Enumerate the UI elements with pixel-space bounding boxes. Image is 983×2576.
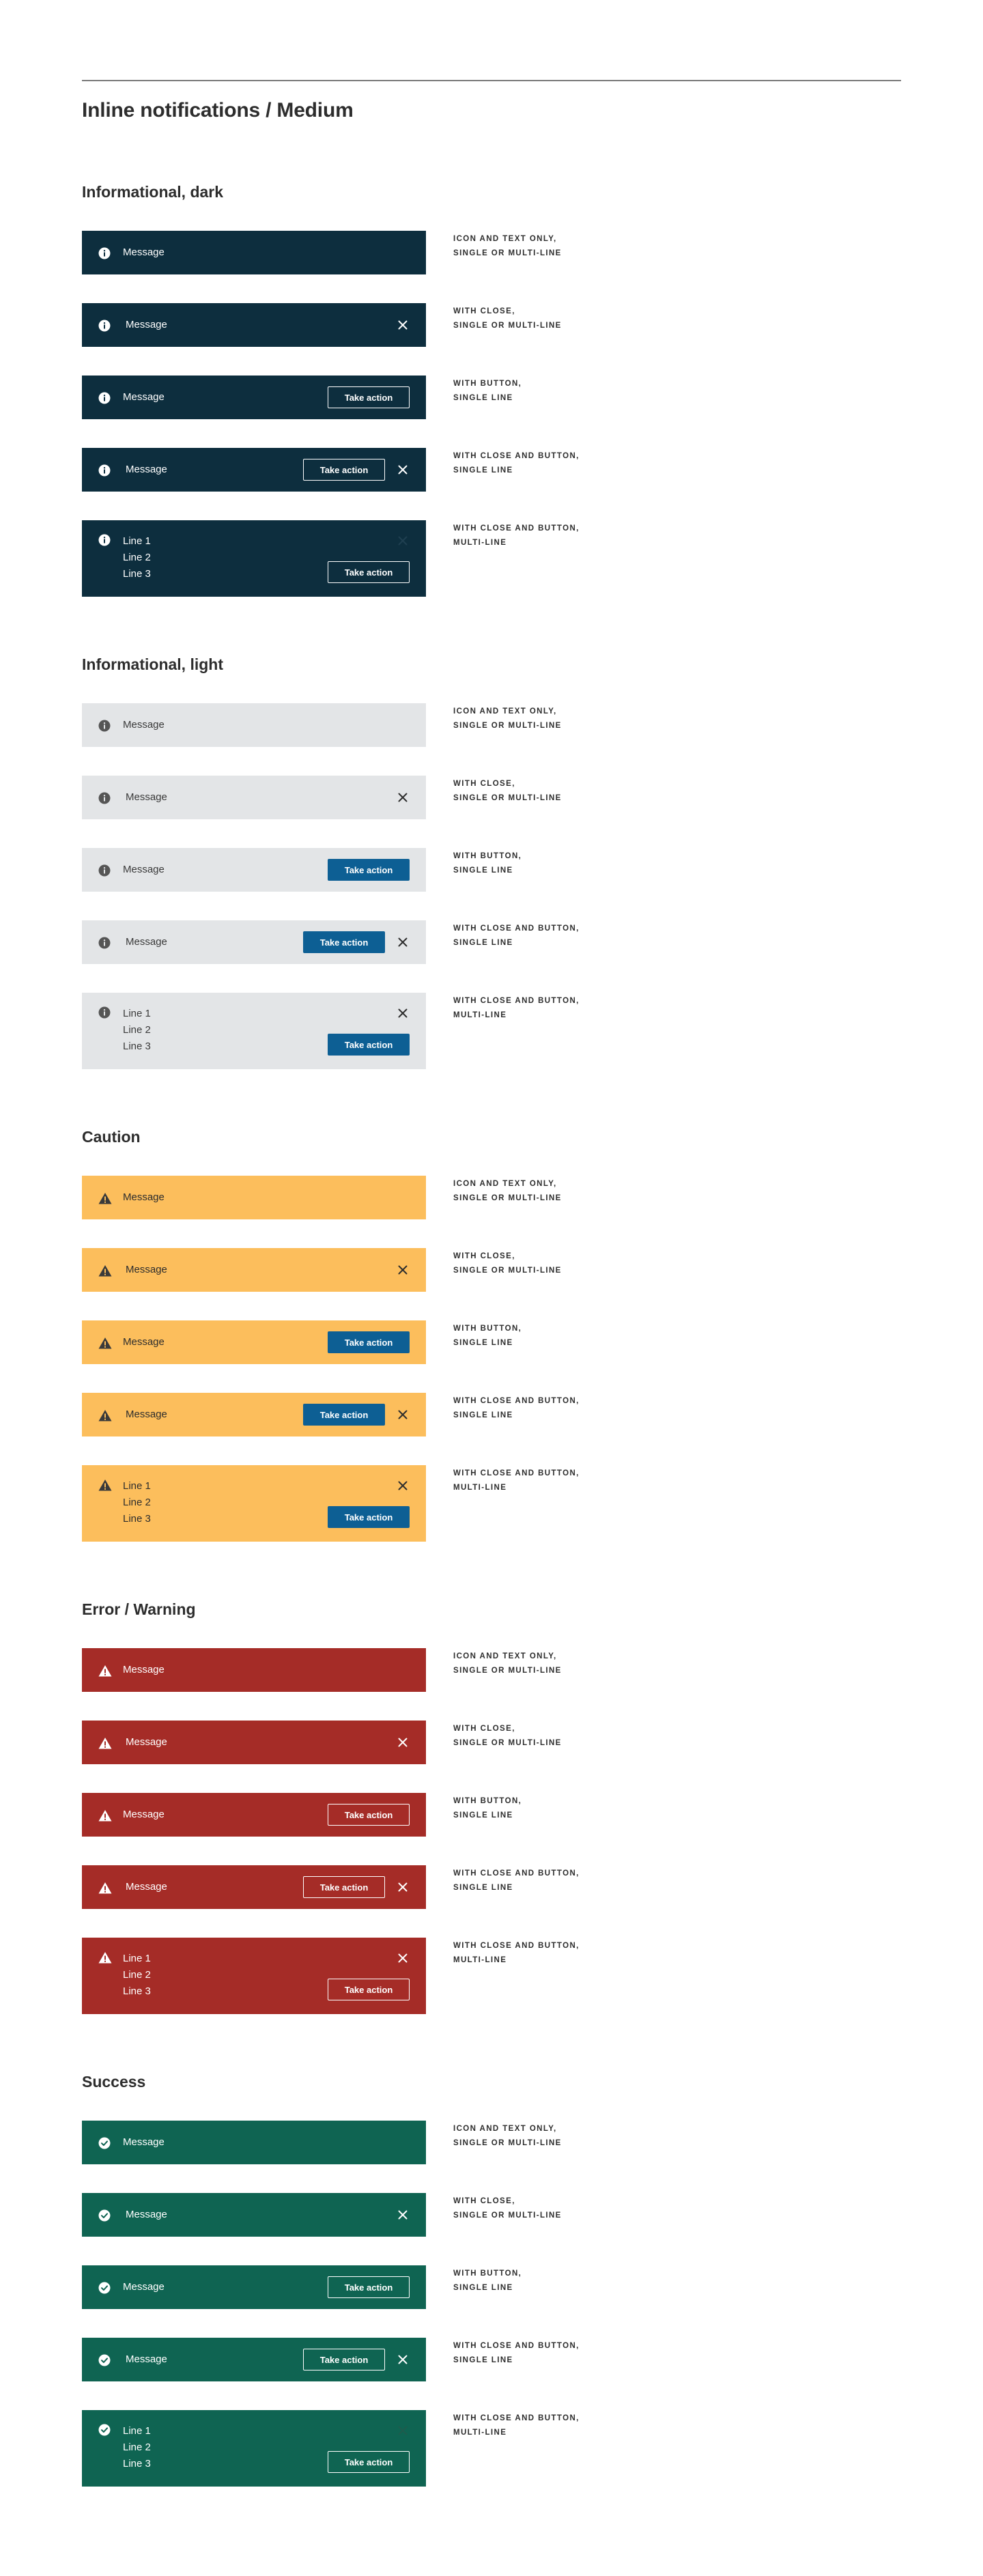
take-action-button[interactable]: Take action	[328, 1034, 410, 1056]
inline-notification	[82, 2121, 426, 2164]
inline-notification	[82, 993, 426, 1069]
variant-caption: WITH BUTTON, SINGLE LINE	[453, 1325, 522, 1347]
info-icon	[98, 792, 111, 804]
inline-notification	[82, 2193, 426, 2237]
info-icon	[98, 320, 111, 332]
inline-notification	[82, 231, 426, 274]
take-action-button[interactable]: Take action	[328, 859, 410, 881]
warning-triangle-icon	[98, 1337, 111, 1349]
take-action-button[interactable]: Take action	[328, 2276, 410, 2298]
variant-caption: WITH CLOSE, SINGLE OR MULTI-LINE	[453, 307, 562, 330]
notification-line: Line 2	[123, 1497, 151, 1508]
inline-notification	[82, 1793, 426, 1837]
close-icon[interactable]	[396, 1479, 410, 1492]
notification-message: Message	[126, 319, 167, 330]
variant-caption: WITH BUTTON, SINGLE LINE	[453, 1797, 522, 1820]
check-circle-icon	[98, 2137, 111, 2149]
variant-caption: WITH CLOSE AND BUTTON, MULTI-LINE	[453, 524, 580, 547]
warning-triangle-icon	[98, 1409, 111, 1421]
info-icon	[98, 864, 111, 877]
close-icon[interactable]	[396, 463, 410, 477]
close-icon[interactable]	[396, 534, 410, 548]
notification-message: Message	[123, 864, 165, 875]
warning-triangle-icon	[98, 1809, 111, 1822]
inline-notification	[82, 2410, 426, 2487]
notification-message: Message	[123, 2281, 165, 2293]
close-icon[interactable]	[396, 2424, 410, 2437]
take-action-button[interactable]: Take action	[328, 1804, 410, 1826]
notification-message: Message	[126, 1736, 167, 1748]
variant-caption: WITH BUTTON, SINGLE LINE	[453, 2269, 522, 2292]
variant-caption: WITH CLOSE AND BUTTON, MULTI-LINE	[453, 997, 580, 1019]
notification-message: Message	[123, 1664, 165, 1675]
warning-triangle-icon	[98, 1264, 111, 1277]
inline-notification	[82, 1865, 426, 1909]
notification-line: Line 1	[123, 535, 151, 547]
take-action-button[interactable]: Take action	[303, 2349, 385, 2370]
inline-notification	[82, 776, 426, 819]
variant-caption: WITH CLOSE AND BUTTON, SINGLE LINE	[453, 1397, 580, 1419]
inline-notification	[82, 303, 426, 347]
variant-caption: WITH CLOSE, SINGLE OR MULTI-LINE	[453, 1725, 562, 1747]
inline-notification	[82, 1648, 426, 1692]
notification-line: Line 3	[123, 1513, 151, 1525]
notification-message: Message	[123, 391, 165, 403]
notification-line: Line 2	[123, 2441, 151, 2453]
page-title: Inline notifications / Medium	[82, 99, 354, 122]
notification-lines	[123, 1478, 151, 1527]
info-icon	[98, 1006, 111, 1019]
close-icon[interactable]	[396, 1006, 410, 1020]
take-action-button[interactable]: Take action	[303, 1404, 385, 1426]
info-icon	[98, 247, 111, 259]
notification-message: Message	[123, 2136, 165, 2148]
warning-triangle-icon	[98, 1479, 111, 1491]
warning-triangle-icon	[98, 1665, 111, 1677]
notification-line: Line 3	[123, 2458, 151, 2469]
info-icon	[98, 534, 111, 546]
notification-message: Message	[123, 1336, 165, 1348]
notification-lines	[123, 1951, 151, 2000]
variant-caption: WITH CLOSE AND BUTTON, MULTI-LINE	[453, 2414, 580, 2437]
variant-caption: WITH CLOSE, SINGLE OR MULTI-LINE	[453, 2197, 562, 2220]
notification-message: Message	[123, 1191, 165, 1203]
inline-notification	[82, 520, 426, 597]
variant-caption: WITH CLOSE, SINGLE OR MULTI-LINE	[453, 1252, 562, 1275]
close-icon[interactable]	[396, 1263, 410, 1277]
section-title: Informational, dark	[82, 183, 224, 201]
notification-message: Message	[123, 719, 165, 731]
variant-caption: ICON AND TEXT ONLY, SINGLE OR MULTI-LINE	[453, 1652, 562, 1675]
check-circle-icon	[98, 2209, 111, 2222]
notification-line: Line 3	[123, 1985, 151, 1997]
take-action-button[interactable]: Take action	[328, 386, 410, 408]
info-icon	[98, 937, 111, 949]
check-circle-icon	[98, 2354, 111, 2366]
notification-message: Message	[126, 936, 167, 948]
inline-notification	[82, 920, 426, 964]
take-action-button[interactable]: Take action	[303, 1876, 385, 1898]
inline-notification	[82, 2338, 426, 2381]
close-icon[interactable]	[396, 791, 410, 804]
take-action-button[interactable]: Take action	[303, 459, 385, 481]
info-icon	[98, 720, 111, 732]
variant-caption: ICON AND TEXT ONLY, SINGLE OR MULTI-LINE	[453, 235, 562, 257]
close-icon[interactable]	[396, 2208, 410, 2222]
notification-line: Line 2	[123, 1024, 151, 1036]
warning-triangle-icon	[98, 1737, 111, 1749]
section-title: Success	[82, 2073, 146, 2091]
variant-caption: WITH CLOSE, SINGLE OR MULTI-LINE	[453, 780, 562, 802]
variant-caption: WITH CLOSE AND BUTTON, SINGLE LINE	[453, 452, 580, 475]
variant-caption: ICON AND TEXT ONLY, SINGLE OR MULTI-LINE	[453, 707, 562, 730]
variant-caption: WITH CLOSE AND BUTTON, MULTI-LINE	[453, 1942, 580, 1964]
notification-message: Message	[126, 1264, 167, 1275]
info-icon	[98, 392, 111, 404]
inline-notification	[82, 1721, 426, 1764]
inline-notification	[82, 448, 426, 492]
take-action-button[interactable]: Take action	[328, 1979, 410, 2000]
section-title: Informational, light	[82, 655, 223, 673]
variant-caption: WITH CLOSE AND BUTTON, SINGLE LINE	[453, 2342, 580, 2364]
warning-triangle-icon	[98, 1882, 111, 1894]
notification-lines	[123, 2423, 151, 2472]
notification-message: Message	[126, 2353, 167, 2365]
take-action-button[interactable]: Take action	[303, 931, 385, 953]
notification-message: Message	[126, 2209, 167, 2220]
take-action-button[interactable]: Take action	[328, 561, 410, 583]
inline-notification	[82, 703, 426, 747]
notification-line: Line 2	[123, 552, 151, 563]
notification-message: Message	[126, 464, 167, 475]
section-title: Caution	[82, 1128, 141, 1146]
variant-caption: WITH BUTTON, SINGLE LINE	[453, 852, 522, 875]
notification-message: Message	[123, 1809, 165, 1820]
notification-lines	[123, 1006, 151, 1055]
notification-line: Line 2	[123, 1969, 151, 1981]
variant-caption: WITH BUTTON, SINGLE LINE	[453, 380, 522, 402]
notification-line: Line 1	[123, 1953, 151, 1964]
inline-notification	[82, 1176, 426, 1219]
notification-message: Message	[123, 246, 165, 258]
variant-caption: ICON AND TEXT ONLY, SINGLE OR MULTI-LINE	[453, 1180, 562, 1202]
notification-line: Line 3	[123, 568, 151, 580]
check-circle-icon	[98, 2424, 111, 2436]
take-action-button[interactable]: Take action	[328, 1331, 410, 1353]
take-action-button[interactable]: Take action	[328, 2451, 410, 2473]
variant-caption: WITH CLOSE AND BUTTON, SINGLE LINE	[453, 924, 580, 947]
section-title: Error / Warning	[82, 1600, 196, 1618]
close-icon[interactable]	[396, 2353, 410, 2366]
info-icon	[98, 464, 111, 477]
notification-message: Message	[126, 791, 167, 803]
notification-line: Line 1	[123, 1480, 151, 1492]
warning-triangle-icon	[98, 1951, 111, 1964]
variant-caption: WITH CLOSE AND BUTTON, MULTI-LINE	[453, 1469, 580, 1492]
close-icon[interactable]	[396, 1951, 410, 1965]
notification-lines	[123, 533, 151, 582]
divider	[82, 80, 901, 81]
inline-notification	[82, 376, 426, 419]
notification-line: Line 1	[123, 1008, 151, 1019]
notification-message: Message	[126, 1881, 167, 1893]
inline-notification	[82, 848, 426, 892]
close-icon[interactable]	[396, 1736, 410, 1749]
notification-line: Line 1	[123, 2425, 151, 2437]
variant-caption: WITH CLOSE AND BUTTON, SINGLE LINE	[453, 1869, 580, 1892]
check-circle-icon	[98, 2282, 111, 2294]
warning-triangle-icon	[98, 1192, 111, 1204]
take-action-button[interactable]: Take action	[328, 1506, 410, 1528]
variant-caption: ICON AND TEXT ONLY, SINGLE OR MULTI-LINE	[453, 2125, 562, 2147]
inline-notification	[82, 1938, 426, 2014]
close-icon[interactable]	[396, 1408, 410, 1421]
inline-notification	[82, 1393, 426, 1436]
inline-notification	[82, 1248, 426, 1292]
notification-line: Line 3	[123, 1041, 151, 1052]
inline-notification	[82, 1465, 426, 1542]
inline-notification	[82, 2265, 426, 2309]
notification-message: Message	[126, 1409, 167, 1420]
close-icon[interactable]	[396, 1880, 410, 1894]
inline-notification	[82, 1320, 426, 1364]
close-icon[interactable]	[396, 318, 410, 332]
close-icon[interactable]	[396, 935, 410, 949]
